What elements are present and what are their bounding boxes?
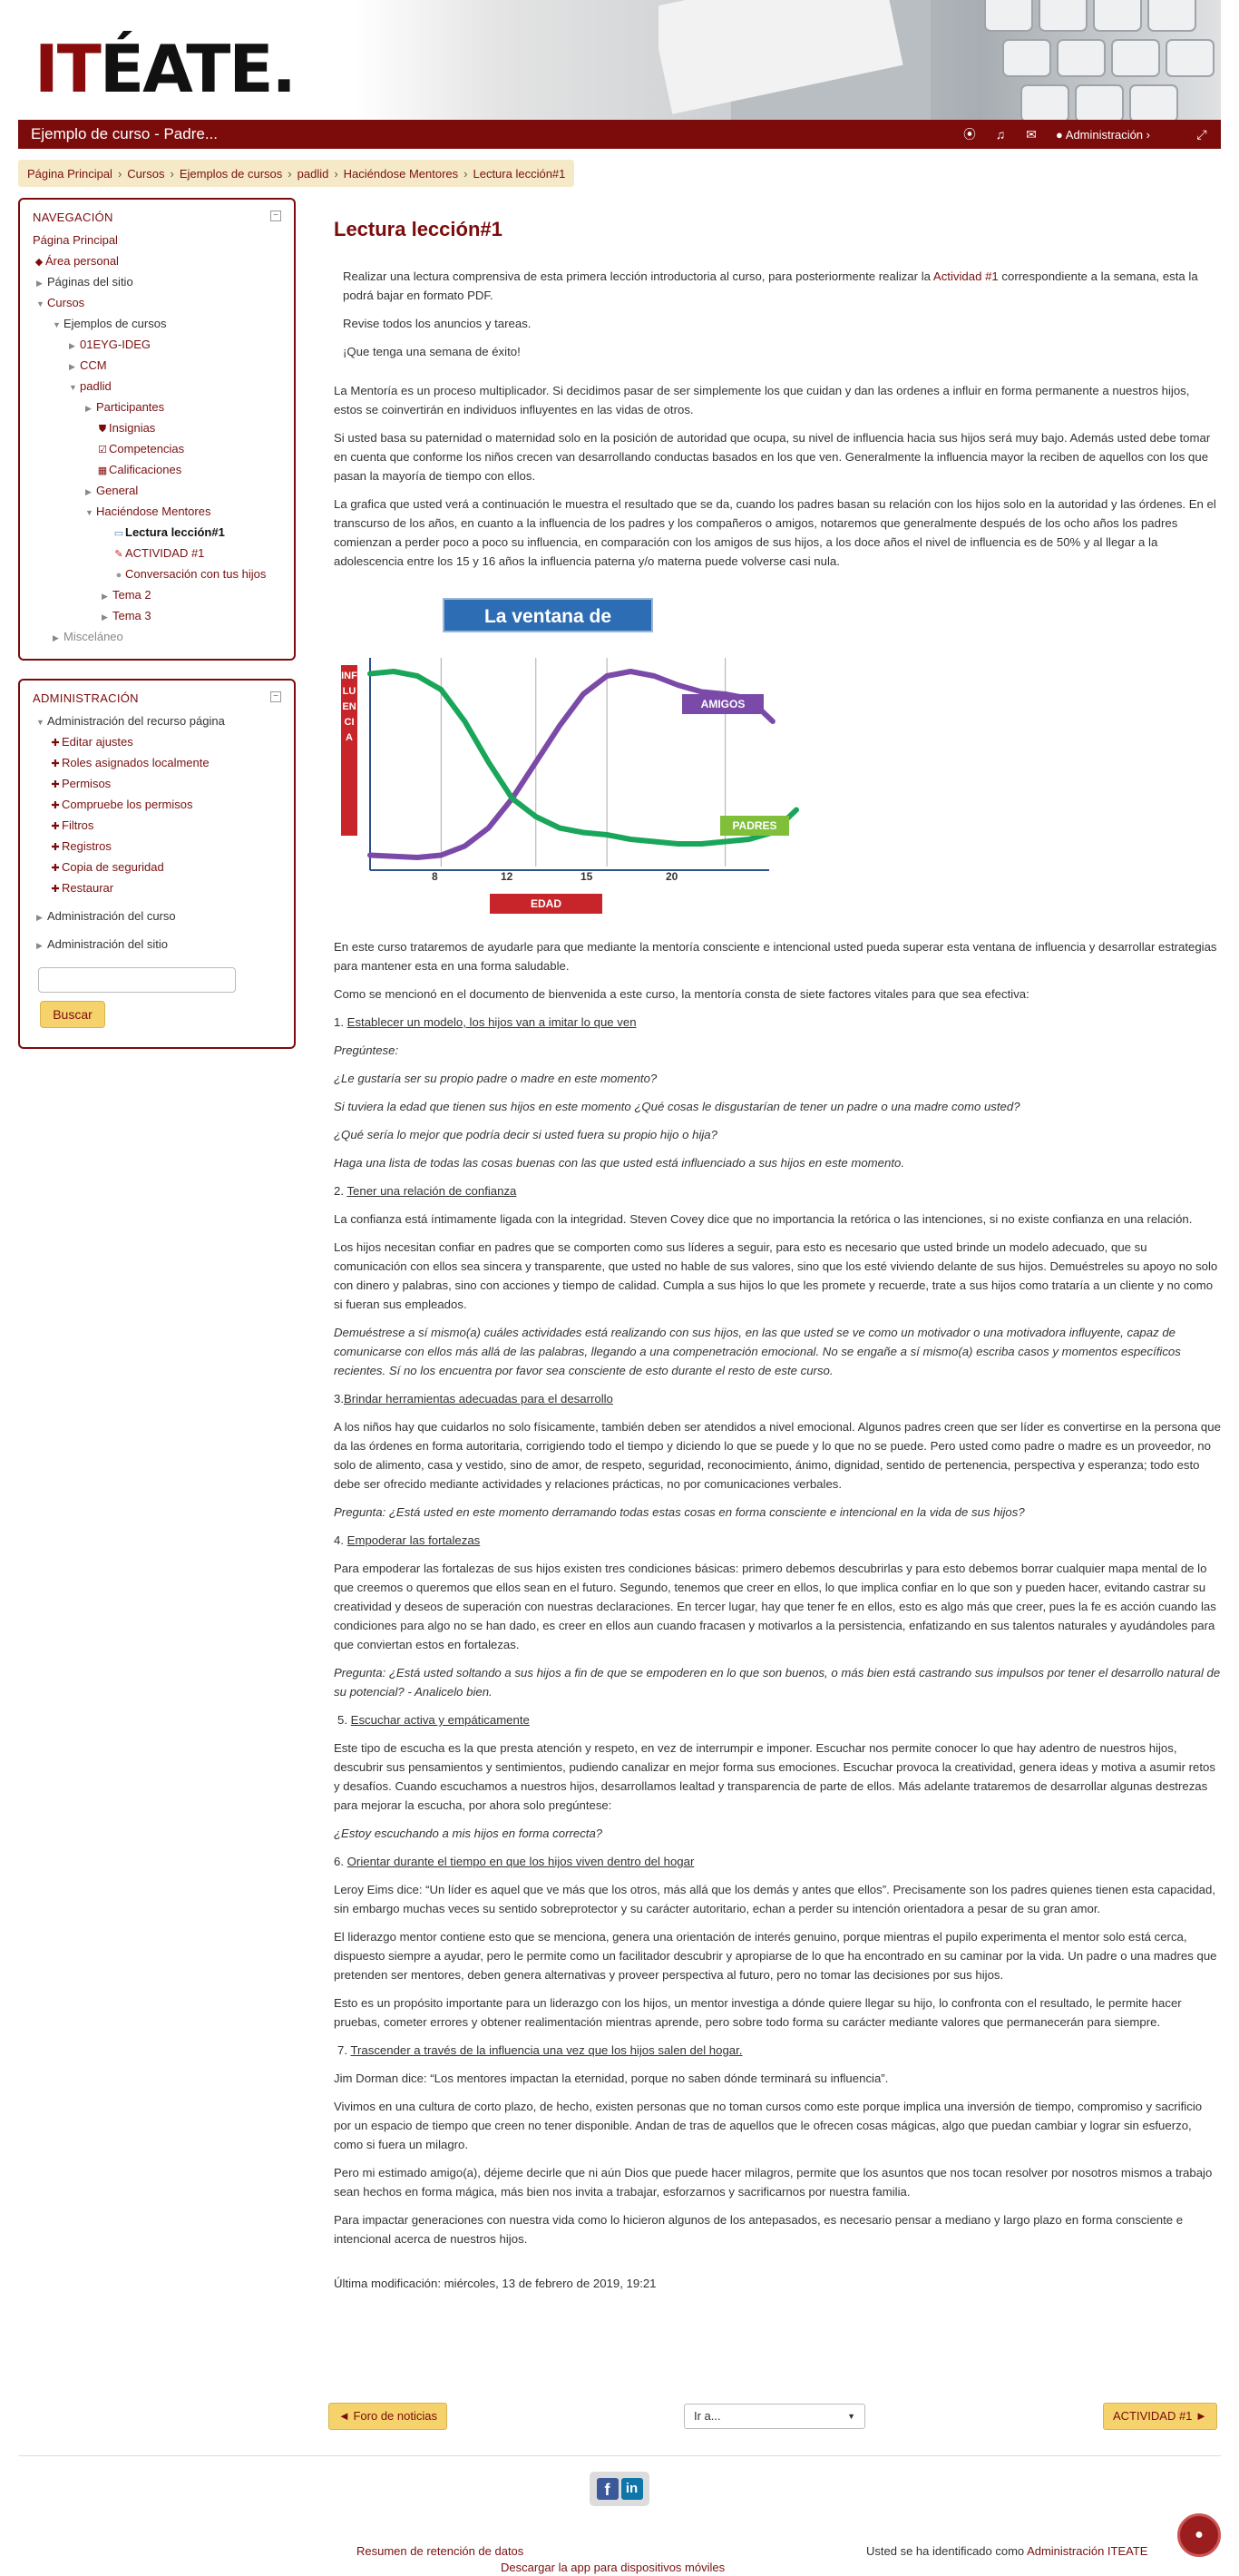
x-tick: 20 bbox=[666, 870, 678, 883]
up-arrow-icon: ● bbox=[1195, 2527, 1204, 2542]
collapse-block-icon[interactable]: − bbox=[270, 691, 281, 702]
caret-right-icon[interactable]: ▶ bbox=[69, 362, 75, 371]
question: Si tuviera la edad que tienen sus hijos en este momento ¿Qué cosas le disgustarían de tener un padre o una madre como usted? bbox=[334, 1100, 1020, 1113]
settings-icon: ✚ bbox=[51, 738, 60, 749]
fullscreen-icon[interactable]: ⤢ bbox=[1196, 127, 1207, 142]
paragraph: ¿Estoy escuchando a mis hijos en forma correcta? bbox=[334, 1827, 603, 1840]
nav-course-padlid[interactable]: padlid bbox=[80, 379, 112, 393]
nav-course-01eyg[interactable]: 01EYG-IDEG bbox=[80, 338, 151, 351]
paragraph: El liderazgo mentor contiene esto que se menciona, genera una orientación de interés genuino, porque mientras el pupilo experimenta el mentor solo está cerca, dispuesto siempre a ayudar, pero le permite como un facilitador descubrir y apropiarse de lo que ha encontrado en su caminar por la vida. Un padre o una madres que pretenden ser mentores, deben genera alternativas y proveer perspectiva al futuro, pero no tomar las decisiones por sus hijos. bbox=[334, 1930, 1217, 1982]
intro-paragraph: ¡Que tenga una semana de éxito! bbox=[343, 345, 521, 358]
admin-filters[interactable]: Filtros bbox=[62, 818, 94, 832]
logged-in-info: Usted se ha identificado como Administración ITEATE bbox=[866, 2544, 1148, 2558]
jump-to-select[interactable]: Ir a... ▼ bbox=[684, 2404, 865, 2429]
site-logo[interactable]: ITÉATE. bbox=[34, 31, 295, 107]
permissions-icon: ✚ bbox=[51, 779, 60, 790]
activity-link[interactable]: Actividad #1 bbox=[932, 269, 999, 283]
breadcrumb-item[interactable]: Página Principal bbox=[27, 166, 112, 181]
caret-down-icon[interactable]: ▼ bbox=[36, 718, 44, 727]
x-tick: 8 bbox=[432, 870, 438, 883]
question: ¿Qué sería lo mejor que podría decir si usted fuera su propio hijo o hija? bbox=[334, 1128, 717, 1141]
prev-activity-button[interactable]: ◄ Foro de noticias bbox=[328, 2403, 447, 2430]
factor-heading: 3.Brindar herramientas adecuadas para el desarrollo bbox=[334, 1392, 613, 1406]
nav-dashboard[interactable]: Área personal bbox=[45, 254, 119, 268]
nav-competencies[interactable]: Competencias bbox=[109, 442, 185, 455]
caret-right-icon[interactable]: ▶ bbox=[36, 941, 43, 950]
paragraph: Leroy Eims dice: “Un líder es aquel que ve más que los otros, más allá que los demás y antes que ellos”. Precisamente son los padres quienes tienen esta capacidad, sin embargo muchas veces su sentido sobreprotector y su carácter autoritario, echan a perder su intención orientadora a pesar de su gran amor. bbox=[334, 1883, 1216, 1915]
nav-course-ccm[interactable]: CCM bbox=[80, 358, 107, 372]
caret-right-icon[interactable]: ▶ bbox=[102, 592, 108, 601]
main-content bbox=[334, 203, 1221, 2302]
assignment-icon: ✎ bbox=[114, 549, 123, 560]
nav-home[interactable]: Página Principal bbox=[33, 233, 118, 247]
factor-heading: 1. Establecer un modelo, los hijos van a imitar lo que ven bbox=[334, 1015, 637, 1029]
nav-misc[interactable]: Misceláneo bbox=[63, 630, 123, 643]
caret-right-icon[interactable]: ▶ bbox=[53, 633, 59, 642]
paragraph: Como se mencionó en el documento de bienvenida a este curso, la mentoría consta de siete factores vitales para que sea efectiva: bbox=[334, 987, 1029, 1001]
filter-icon: ✚ bbox=[51, 821, 60, 832]
chart-y-label: INFLUENCIA bbox=[341, 665, 357, 836]
caret-right-icon[interactable]: ▶ bbox=[36, 913, 43, 922]
paragraph: La confianza está íntimamente ligada con la integridad. Steven Covey dice que no importancia la retórica o las intenciones, si no existe confianza en una relación. bbox=[334, 1212, 1193, 1226]
nav-section-general[interactable]: General bbox=[96, 484, 139, 497]
administration-block bbox=[18, 679, 296, 1049]
nav-activity-1[interactable]: ACTIVIDAD #1 bbox=[125, 546, 205, 560]
caret-down-icon[interactable]: ▼ bbox=[69, 383, 77, 392]
chart-x-label: EDAD bbox=[490, 894, 602, 914]
social-links bbox=[590, 2472, 649, 2506]
paragraph: Si usted basa su paternidad o maternidad solo en la posición de autoridad que ocupa, su nivel de influencia hacia sus hijos será muy bajo. Además usted debe tomar en cuenta que conforme los niños crecen van desarrollando conductas basados en los que ven. Generalmente la influencia mayor la reciben de aquellos con los que pasan la mayoría de tiempo con ellos. bbox=[334, 431, 1211, 483]
admin-edit-settings[interactable]: Editar ajustes bbox=[62, 735, 133, 749]
x-tick: 12 bbox=[501, 870, 513, 883]
admin-course[interactable]: Administración del curso bbox=[47, 909, 176, 923]
paragraph: Pregunta: ¿Está usted en este momento derramando todas estas cosas en forma consciente e intencional en la vida de sus hijos? bbox=[334, 1505, 1025, 1519]
paragraph: Demuéstrese a sí mismo(a) cuáles actividades está realizando con sus hijos, en las que usted se ve como un motivador o una motivadora influyente, capaz de comunicarse con ellos más allá de las palabras, llegando a una compenetración emocional. No se engañe a sí mismo(a) escriba casos y momentos específicos recientes. Sí no los encuentra por favor sea consciente de esto durante el resto de este curso. bbox=[334, 1326, 1181, 1377]
admin-permissions[interactable]: Permisos bbox=[62, 777, 112, 790]
question: Pregúntese: bbox=[334, 1043, 399, 1057]
paragraph: En este curso trataremos de ayudarle para que mediante la mentoría consciente e intencional usted pueda superar esta ventana de influencia y desarrollar estrategias para mantener esta en una forma saludable. bbox=[334, 940, 1217, 973]
dashboard-icon: ◆ bbox=[34, 257, 44, 268]
paragraph: Jim Dorman dice: “Los mentores impactan la eternidad, porque no saben dónde terminará su influencia”. bbox=[334, 2072, 889, 2085]
series-label-amigos: AMIGOS bbox=[682, 694, 764, 714]
logged-user-link[interactable]: Administración ITEATE bbox=[1027, 2544, 1148, 2558]
nav-topic-3[interactable]: Tema 3 bbox=[112, 609, 151, 622]
banner-keyboard-image bbox=[659, 0, 1221, 120]
logs-icon: ✚ bbox=[51, 842, 60, 853]
data-retention-link[interactable]: Resumen de retención de datos bbox=[356, 2544, 524, 2558]
x-tick: 15 bbox=[580, 870, 593, 883]
competencies-icon: ☑ bbox=[98, 445, 107, 455]
breadcrumb: Página Principal › Cursos › Ejemplos de cursos › padlid › Haciéndose Mentores › Lectura lección#1 bbox=[18, 160, 574, 187]
footer-divider bbox=[18, 2455, 1221, 2456]
admin-backup[interactable]: Copia de seguridad bbox=[62, 860, 164, 874]
help-icon[interactable]: ⦿ bbox=[963, 127, 977, 142]
admin-site[interactable]: Administración del sitio bbox=[47, 937, 168, 951]
nav-course-category[interactable]: Ejemplos de cursos bbox=[63, 317, 167, 330]
paragraph: A los niños hay que cuidarlos no solo físicamente, también deben ser atendidos a nivel emocional. Algunos padres creen que ser líder es convertirse en la persona que da las órdenes en forma autoritaria, corrigiendo todo el tiempo y diciendo lo que se puede y lo que no se puede. Pero usted como padre o madre es un proveedor, no solo de alimento, casa y vestido, sino de amor, de respeto, seguridad, reconocimiento, ánimo, dignidad, sentido de pertenencia, perspectiva y esperanza; todo esto debe ser ofrecido mediante actividades y relaciones prácticas, no por comunicaciones verbales. bbox=[334, 1420, 1221, 1491]
course-short-title[interactable]: Ejemplo de curso - Padre... bbox=[31, 125, 218, 142]
top-navbar bbox=[18, 120, 1221, 149]
caret-down-icon[interactable]: ▼ bbox=[53, 320, 61, 329]
page-icon: ▭ bbox=[113, 528, 124, 539]
block-title: NAVEGACIÓN bbox=[33, 211, 113, 224]
paragraph: Para impactar generaciones con nuestra vida como lo hicieron algunos de los antepasados, es necesario pensar a mediano y largo plazo en forma consciente e intencional acerca de nuestros hijos. bbox=[334, 2213, 1184, 2246]
badge-icon: ⛊ bbox=[98, 424, 107, 435]
caret-right-icon[interactable]: ▶ bbox=[85, 487, 92, 496]
forum-icon: ● bbox=[115, 570, 122, 581]
influence-chart bbox=[334, 585, 805, 921]
paragraph: Esto es un propósito importante para un liderazgo con los hijos, un mentor investiga a dónde quiere llegar su hijo, lo confronta con el resultado, le permite hacer pruebas, cometer errores y obtener realimentación mientras aprende, pero sobre todo forma su carácter mediante valores que permanecerán para siempre. bbox=[334, 1996, 1182, 2029]
factor-heading: 5. Escuchar activa y empáticamente bbox=[337, 1713, 530, 1727]
paragraph: La Mentoría es un proceso multiplicador. Si decidimos pasar de ser simplemente los que cuidan y dan las ordenes a influir en forma permanente a nuestros hijos, estos se coinvertirán en individuos influyentes en las vidas de otros. bbox=[334, 384, 1190, 416]
roles-icon: ✚ bbox=[51, 759, 60, 769]
factor-heading: 4. Empoderar las fortalezas bbox=[334, 1533, 481, 1547]
messages-icon[interactable]: ✉ bbox=[1026, 127, 1037, 142]
block-title: ADMINISTRACIÓN bbox=[33, 691, 139, 705]
avatar-icon: ● bbox=[1056, 127, 1063, 142]
series-label-padres: PADRES bbox=[720, 816, 789, 836]
chevron-down-icon: ▼ bbox=[847, 2412, 855, 2421]
caret-down-icon[interactable]: ▼ bbox=[36, 299, 44, 309]
facebook-icon[interactable]: f bbox=[597, 2478, 619, 2500]
mobile-app-link[interactable]: Descargar la app para dispositivos móviles bbox=[501, 2561, 726, 2574]
scroll-to-top-button[interactable] bbox=[1177, 2513, 1221, 2557]
caret-right-icon[interactable]: ▶ bbox=[69, 341, 75, 350]
site-banner bbox=[18, 0, 1221, 120]
breadcrumb-item[interactable]: Haciéndose Mentores bbox=[343, 166, 459, 181]
paragraph: Pero mi estimado amigo(a), déjeme decirle que ni aún Dios que puede hacer milagros, permite que los asuntos que nos tocan resolver por nosotros mismos a trabajo sean hechos en forma mágica, más bien nos invita a trabajar, esforzarnos y sacrificarnos por nuestra familia. bbox=[334, 2166, 1213, 2199]
paragraph: Pregunta: ¿Está usted soltando a sus hijos a fin de que se empoderen en lo que son buenos, o más bien está castrando sus impulsos por tener el desarrollo natural de su potencial? - Analicelo bien. bbox=[334, 1666, 1221, 1699]
admin-logs[interactable]: Registros bbox=[62, 839, 112, 853]
notifications-bell-icon[interactable]: ♫ bbox=[995, 127, 1006, 142]
paragraph: Para empoderar las fortalezas de sus hijos existen tres condiciones básicas: primero debemos descubrirlas y para esto debemos borrar cualquier mapa mental de lo que creemos o queremos que ellos sean en el futuro. Segundo, tenemos que creer en ellos, lo que implica confiar en lo que son y pueden hacer, evitando castrar su creatividad y deseos de superación con nuestras declaraciones. En tercer lugar, hay que tener fe en ellos, esto es algo más que creer, pues la fe es acción cuando las condiciones para algo no se han dado, es creer en ellos aun cuando fracasen y motivarlos a la persistencia, enfatizando en sus talentos naturales y ayudándoles para que conviertan estos en fortalezas. bbox=[334, 1562, 1216, 1651]
admin-search-input[interactable] bbox=[38, 967, 236, 993]
admin-local-roles[interactable]: Roles asignados localmente bbox=[62, 756, 210, 769]
nav-forum-conversation[interactable]: Conversación con tus hijos bbox=[125, 567, 267, 581]
last-modified: Última modificación: miércoles, 13 de febrero de 2019, 19:21 bbox=[334, 2277, 657, 2290]
next-activity-button[interactable]: ACTIVIDAD #1 ► bbox=[1103, 2403, 1217, 2430]
paragraph: Los hijos necesitan confiar en padres que se comporten como sus líderes a seguir, para esto es necesario que usted brinde un modelo adecuado, que su comunicación con ellos sea sincera y transparente, que usted no hable de sus valores, sino que los esté viviendo delante de sus hijos. Demuéstreles su apoyo no solo con dinero y palabras, sino con acciones y tiempo de calidad. Cumpla a sus hijos lo que les promete y recuerde, trate a sus hijos como trataría a un cliente y no como si fueran sus empleados. bbox=[334, 1240, 1218, 1311]
intro-paragraph: Realizar una lectura comprensiva de esta primera lección introductoria al curso, para posteriormente realizar la Actividad #1 correspondiente a la semana, esta la podrá bajar en formato PDF. bbox=[343, 269, 1198, 302]
nav-current-page[interactable]: Lectura lección#1 bbox=[125, 525, 225, 539]
caret-right-icon[interactable]: ▶ bbox=[36, 279, 43, 288]
grades-icon: ▦ bbox=[97, 465, 108, 476]
breadcrumb-item[interactable]: Lectura lección#1 bbox=[473, 166, 566, 181]
question: ¿Le gustaría ser su propio padre o madre en este momento? bbox=[334, 1072, 658, 1085]
linkedin-icon[interactable]: in bbox=[621, 2478, 643, 2500]
factor-heading: 2. Tener una relación de confianza bbox=[334, 1184, 517, 1198]
factor-heading: 7. Trascender a través de la influencia una vez que los hijos salen del hogar. bbox=[337, 2043, 743, 2057]
page-title: Lectura lección#1 bbox=[334, 218, 502, 240]
breadcrumb-item[interactable]: Cursos bbox=[127, 166, 165, 181]
admin-page-resource[interactable]: Administración del recurso página bbox=[47, 714, 225, 728]
paragraph: Este tipo de escucha es la que presta atención y respeto, en vez de interrumpir e imponer. Escuchar nos permite conocer lo que hay adentro de nuestros hijos, descubrir sus pensamientos y sentimientos, pudiendo canalizar en mejor forma sus emociones. Escuchar provoca la creatividad, genera ideas y motiva a asumir retos y desafíos. Cuando escuchamos a nuestros hijos, desarrollamos lealtad y transparencia de parte de ellos. Más adelante trataremos de desarrollar algunas destrezas para mejorar la escucha, por ahora solo pregúntese: bbox=[334, 1741, 1215, 1812]
navigation-block bbox=[18, 198, 296, 661]
caret-down-icon[interactable]: ▼ bbox=[85, 508, 93, 517]
breadcrumb-item[interactable]: padlid bbox=[297, 166, 329, 181]
restore-icon: ✚ bbox=[51, 884, 60, 895]
chart-title: La ventana de Influencia bbox=[443, 598, 653, 632]
caret-right-icon[interactable]: ▶ bbox=[85, 404, 92, 413]
check-permissions-icon: ✚ bbox=[51, 800, 60, 811]
paragraph: Vivimos en una cultura de corto plazo, de hecho, existen personas que no toman cursos como este porque implica una inversión de tiempo, compromiso y sacrificio por un espacio de tiempo que creen no tener disponible. Andan de tras de aquellos que le ofrecen cosas mágicas, algo que puedan cambiar y lograr sin esfuerzo, como si fuera un milagro. bbox=[334, 2100, 1203, 2151]
paragraph: La grafica que usted verá a continuación le muestra el resultado que se da, cuando los padres basan su relación con los hijos solo en la autoridad y las órdenes. En el transcurso de los años, en cuanto a la influencia de los padres y los compañeros o amigos, notaremos que generalmente después de los ocho años los padres comienzan a perder poco a poco su influencia, en comparación con los amigos de sus hijos, a los doce años el nivel de influencia es de 50% y al llegar a la adolescencia entre los 15 y 16 años la influencia paterna y/o materna puede volverse casi nula. bbox=[334, 497, 1216, 568]
nav-section-mentors[interactable]: Haciéndose Mentores bbox=[96, 504, 211, 518]
nav-site-pages[interactable]: Páginas del sitio bbox=[47, 275, 133, 289]
search-button[interactable]: Buscar bbox=[40, 1001, 105, 1028]
admin-check-permissions[interactable]: Compruebe los permisos bbox=[62, 798, 193, 811]
breadcrumb-item[interactable]: Ejemplos de cursos bbox=[179, 166, 283, 181]
nav-courses[interactable]: Cursos bbox=[47, 296, 85, 309]
backup-icon: ✚ bbox=[51, 863, 60, 874]
admin-restore[interactable]: Restaurar bbox=[62, 881, 114, 895]
caret-right-icon[interactable]: ▶ bbox=[102, 612, 108, 622]
factor-heading: 6. Orientar durante el tiempo en que los hijos viven dentro del hogar bbox=[334, 1855, 695, 1868]
nav-topic-2[interactable]: Tema 2 bbox=[112, 588, 151, 602]
nav-participants[interactable]: Participantes bbox=[96, 400, 165, 414]
user-menu[interactable]: ● Administración › bbox=[1056, 127, 1150, 142]
question: Haga una lista de todas las cosas buenas con las que usted está influenciado a sus hijos en este momento. bbox=[334, 1156, 905, 1170]
collapse-block-icon[interactable]: − bbox=[270, 211, 281, 221]
nav-badges[interactable]: Insignias bbox=[109, 421, 156, 435]
intro-paragraph: Revise todos los anuncios y tareas. bbox=[343, 317, 532, 330]
nav-grades[interactable]: Calificaciones bbox=[109, 463, 182, 476]
